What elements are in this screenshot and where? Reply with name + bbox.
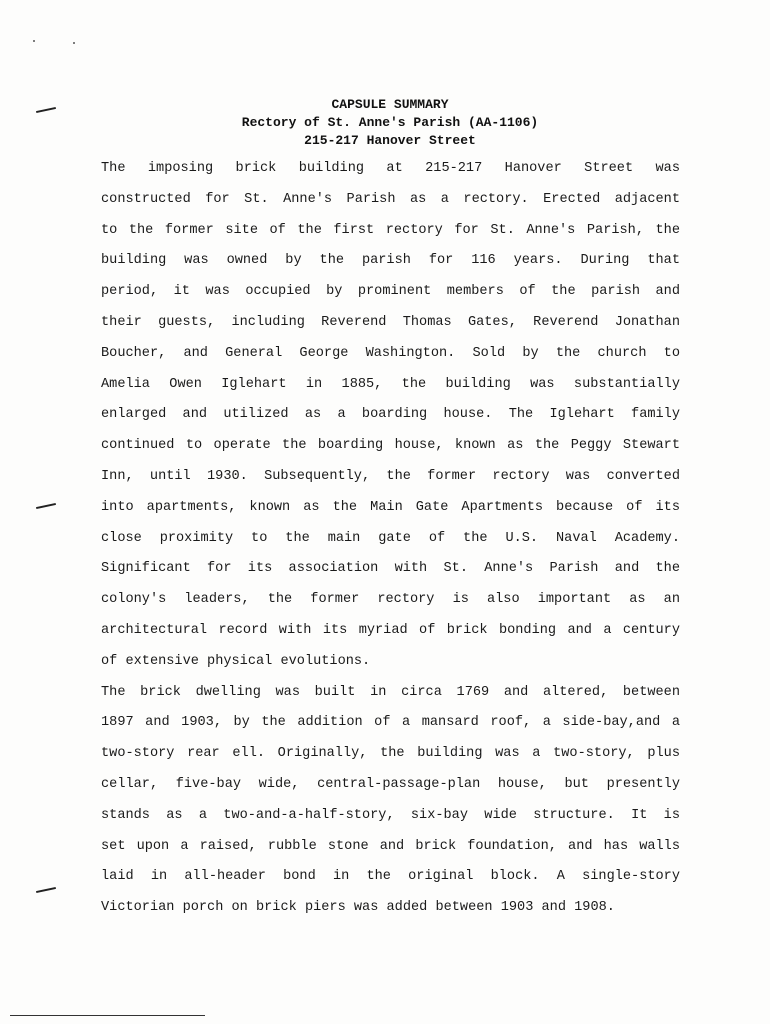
text-line: continued to operate the boarding house, known as the Peggy Stewart <box>101 438 680 454</box>
text-line: stands as a two-and-a-half-story, six-bay wide structure. It is <box>101 807 680 823</box>
text-line: The imposing brick building at 215-217 Hanover Street was <box>101 161 680 176</box>
text-line: building was owned by the parish for 116 years. During that <box>101 253 680 269</box>
text-line: two-story rear ell. Originally, the building was a two-story, plus <box>101 746 680 762</box>
text-line: Inn, until 1930. Subsequently, the former rectory was converted <box>101 468 680 484</box>
document-body <box>101 154 680 924</box>
text-line: their guests, including Reverend Thomas Gates, Reverend Jonathan <box>101 314 680 330</box>
text-line: into apartments, known as the Main Gate Apartments because of its <box>101 499 680 515</box>
text-line: The brick dwelling was built in circa 1769 and altered, between <box>101 684 680 700</box>
text-line: colony's leaders, the former rectory is also important as an <box>101 592 680 608</box>
text-line: 1897 and 1903, by the addition of a mansard roof, a side-bay,and a <box>101 715 680 731</box>
scan-speck <box>73 42 75 44</box>
text-line: set upon a raised, rubble stone and brick foundation, and has walls <box>101 838 680 854</box>
text-line: laid in all-header bond in the original block. A single-story <box>101 869 680 885</box>
text-line: Boucher, and General George Washington. Sold by the church to <box>101 345 680 361</box>
document-header <box>0 96 770 150</box>
scan-mark <box>36 503 56 509</box>
text-line: to the former site of the first rectory for St. Anne's Parish, the <box>101 222 680 238</box>
scan-speck <box>33 40 35 42</box>
text-line: Amelia Owen Iglehart in 1885, the building was substantially <box>101 376 680 392</box>
text-line: constructed for St. Anne's Parish as a rectory. Erected adjacent <box>101 191 680 207</box>
text-line: Significant for its association with St. Anne's Parish and the <box>101 561 680 577</box>
text-line: close proximity to the main gate of the U.S. Naval Academy. <box>101 530 680 546</box>
bottom-rule <box>10 1015 205 1016</box>
header-title: CAPSULE SUMMARY <box>331 97 449 112</box>
text-line: of extensive physical evolutions. <box>101 653 371 669</box>
paragraph-1 <box>101 154 680 678</box>
scan-mark <box>36 887 56 893</box>
header-subtitle: Rectory of St. Anne's Parish (AA-1106) <box>241 115 539 130</box>
paragraph-2 <box>101 678 680 924</box>
text-line: architectural record with its myriad of brick bonding and a century <box>101 622 680 638</box>
text-line: enlarged and utilized as a boarding house. The Iglehart family <box>101 407 680 423</box>
text-line: Victorian porch on brick piers was added between 1903 and 1908. <box>101 900 615 916</box>
text-line: cellar, five-bay wide, central-passage-plan house, but presently <box>101 776 680 792</box>
header-address: 215-217 Hanover Street <box>304 133 476 148</box>
text-line: period, it was occupied by prominent members of the parish and <box>101 284 680 300</box>
